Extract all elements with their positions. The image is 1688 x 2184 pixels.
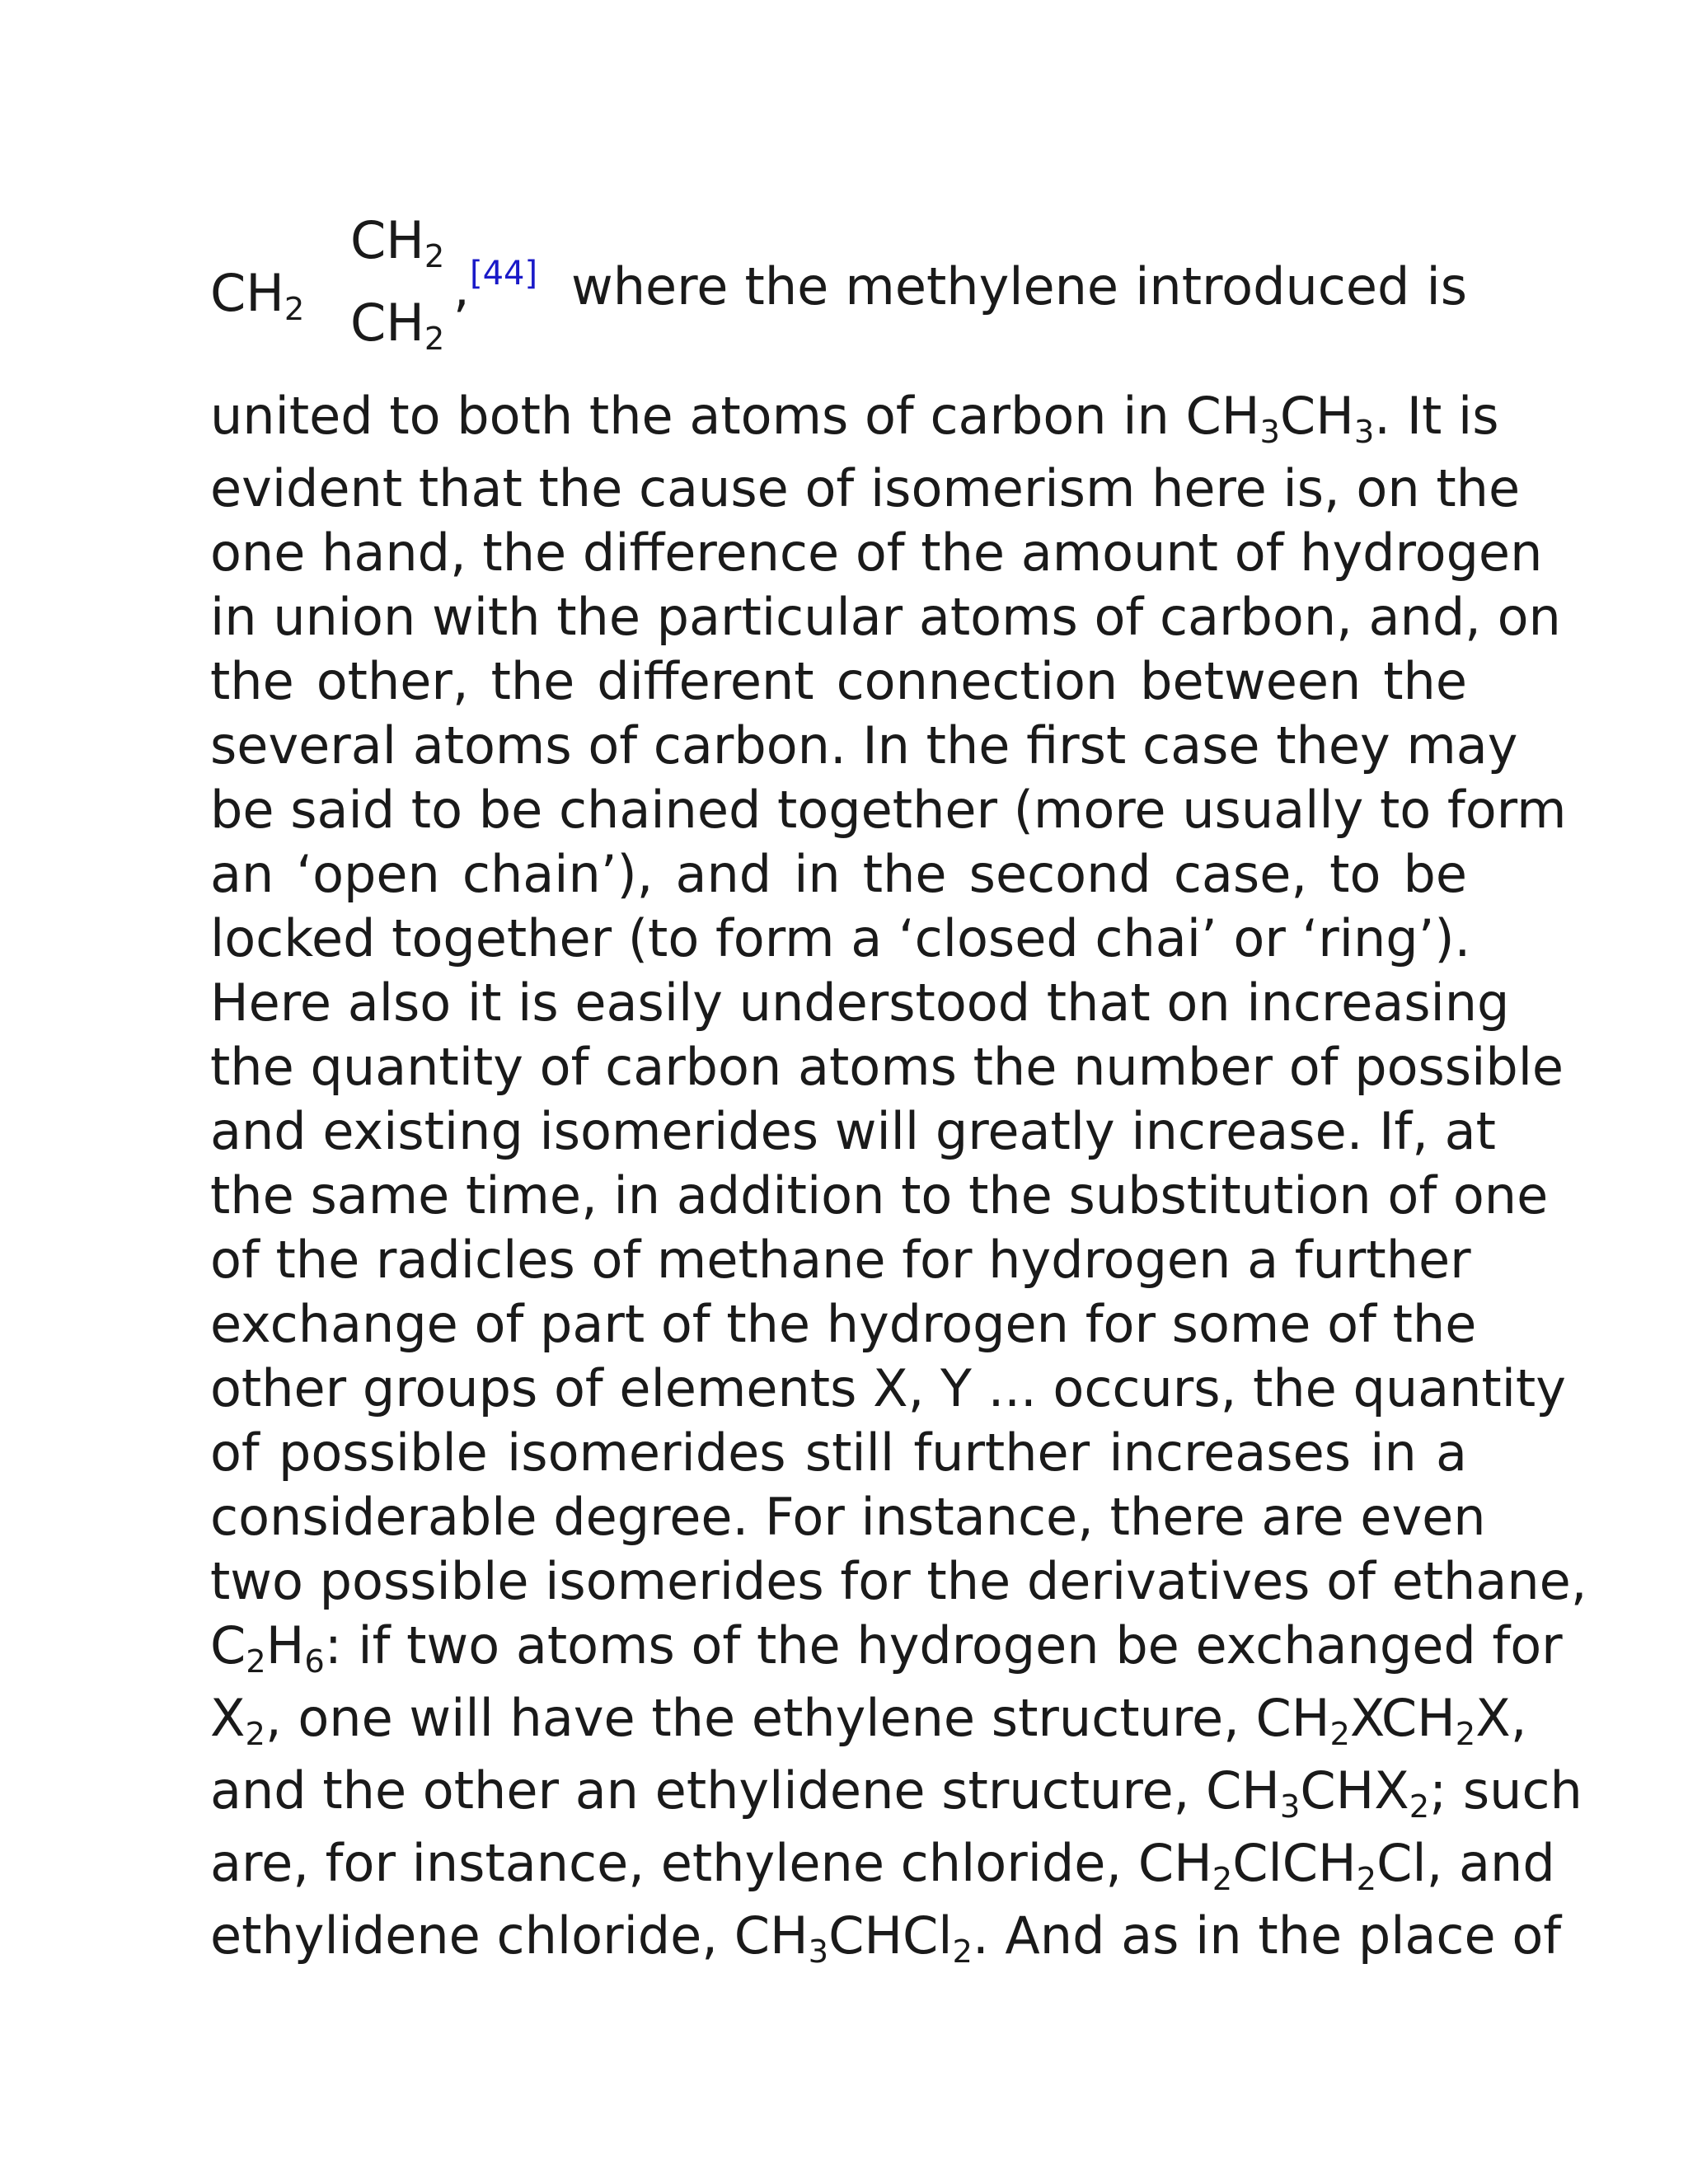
- text-line: [210, 1549, 1587, 1614]
- text-run: evident that the cause of isomerism here is, on the: [210, 458, 1521, 518]
- text-run: : if two atoms of the hydrogen be exchanged for: [324, 1615, 1563, 1675]
- text-line: [210, 1164, 1549, 1228]
- text-line: [210, 1904, 1562, 1976]
- text-run: of the radicles of methane for hydrogen a further: [210, 1230, 1471, 1290]
- subscript: 2: [1356, 1860, 1377, 1898]
- text-line: [210, 457, 1521, 521]
- subscript: 2: [1212, 1860, 1233, 1898]
- text-line: [210, 1228, 1471, 1292]
- subscript: 2: [246, 1643, 266, 1680]
- text-line: [210, 1421, 1467, 1485]
- formula-comma: ,: [453, 258, 470, 318]
- text-line: [210, 971, 1510, 1035]
- body-paragraph: [210, 384, 1587, 1976]
- text-run: Here also it is easily understood that on increasing: [210, 972, 1510, 1033]
- formula-word: where: [571, 256, 729, 316]
- text-run: two possible isomerides for the derivatives of ethane,: [210, 1551, 1587, 1611]
- text-line: [210, 1099, 1496, 1164]
- subscript: 6: [304, 1643, 325, 1680]
- text-run: of possible isomerides still further increases in a: [210, 1422, 1467, 1483]
- text-line: [210, 714, 1518, 778]
- text-run: H: [265, 1615, 305, 1675]
- subscript: 2: [245, 1715, 265, 1753]
- text-run: are, for instance, ethylene chloride, CH: [210, 1833, 1212, 1893]
- subscript: 3: [1279, 1788, 1301, 1825]
- formula-word: methylene: [845, 256, 1119, 316]
- text-run: the same time, in addition to the substitution of one: [210, 1165, 1549, 1226]
- text-run: . It is: [1374, 386, 1499, 446]
- text-run: CHCl: [828, 1905, 953, 1966]
- subscript: 2: [952, 1933, 973, 1971]
- text-run: exchange of part of the hydrogen for some of the: [210, 1294, 1477, 1354]
- text-line: [210, 1357, 1566, 1421]
- subscript: 3: [1353, 413, 1375, 451]
- text-run: an ‘open chain’), and in the second case, to be: [210, 844, 1467, 904]
- text-run: the other, the different connection between the: [210, 651, 1467, 711]
- text-run: X,: [1475, 1688, 1527, 1748]
- text-line: [210, 1759, 1582, 1831]
- text-line: [210, 907, 1471, 971]
- text-run: CH: [1279, 386, 1354, 446]
- text-run: CHX: [1300, 1760, 1409, 1821]
- formula-ch2-bottom: $CH_2$: [350, 293, 445, 358]
- text-run: and existing isomerides will greatly increase. If, at: [210, 1101, 1496, 1161]
- text-line: [210, 521, 1543, 585]
- text-line: [210, 1035, 1564, 1099]
- text-run: XCH: [1349, 1688, 1456, 1748]
- formula-word: the: [744, 256, 829, 316]
- formula-ch2-left: $CH_2$: [210, 263, 305, 328]
- subscript: 2: [1455, 1715, 1476, 1753]
- text-line: [210, 384, 1499, 457]
- cyclopropane-formula: [210, 210, 1467, 375]
- text-run: ethylidene chloride, CH: [210, 1905, 809, 1966]
- text-run: X: [210, 1688, 246, 1748]
- text-run: , one will have the ethylene structure, CH: [265, 1688, 1330, 1748]
- text-run: locked together (to form a ‘closed chai’ or ‘ring’).: [210, 908, 1471, 968]
- text-line: [210, 1485, 1486, 1549]
- text-run: C: [210, 1615, 246, 1675]
- formula-word: is: [1426, 256, 1467, 316]
- formula-ch2-top: $CH_2$: [350, 210, 445, 275]
- text-line: [210, 1614, 1563, 1686]
- text-run: in union with the particular atoms of carbon, and, on: [210, 587, 1561, 647]
- formula-word: introduced: [1135, 256, 1410, 316]
- text-run: ClCH: [1232, 1833, 1357, 1893]
- text-run: Cl, and: [1376, 1833, 1555, 1893]
- text-line: [210, 649, 1467, 714]
- text-line: [210, 1292, 1477, 1357]
- text-run: united to both the atoms of carbon in CH: [210, 386, 1260, 446]
- text-line: [210, 842, 1467, 907]
- text-run: the quantity of carbon atoms the number of possible: [210, 1037, 1564, 1097]
- formula-trailing-text: [571, 256, 1467, 316]
- text-run: other groups of elements X, Y ... occurs, the quantity: [210, 1358, 1566, 1418]
- text-run: considerable degree. For instance, there are even: [210, 1487, 1486, 1547]
- footnote-reference-link[interactable]: [44]: [470, 255, 538, 293]
- text-run: one hand, the difference of the amount of hydrogen: [210, 523, 1543, 583]
- text-line: [210, 1686, 1527, 1759]
- text-run: several atoms of carbon. In the first case they may: [210, 715, 1518, 776]
- text-run: . And as in the place of: [972, 1905, 1562, 1966]
- text-run: ; such: [1429, 1760, 1582, 1821]
- subscript: 2: [1409, 1788, 1430, 1825]
- text-run: and the other an ethylidene structure, CH: [210, 1760, 1280, 1821]
- subscript: 2: [1329, 1715, 1350, 1753]
- text-line: [210, 1831, 1555, 1904]
- text-line: [210, 778, 1567, 842]
- text-run: be said to be chained together (more usually to form: [210, 780, 1567, 840]
- text-line: [210, 585, 1561, 649]
- subscript: 3: [1259, 413, 1280, 451]
- subscript: 3: [808, 1933, 829, 1971]
